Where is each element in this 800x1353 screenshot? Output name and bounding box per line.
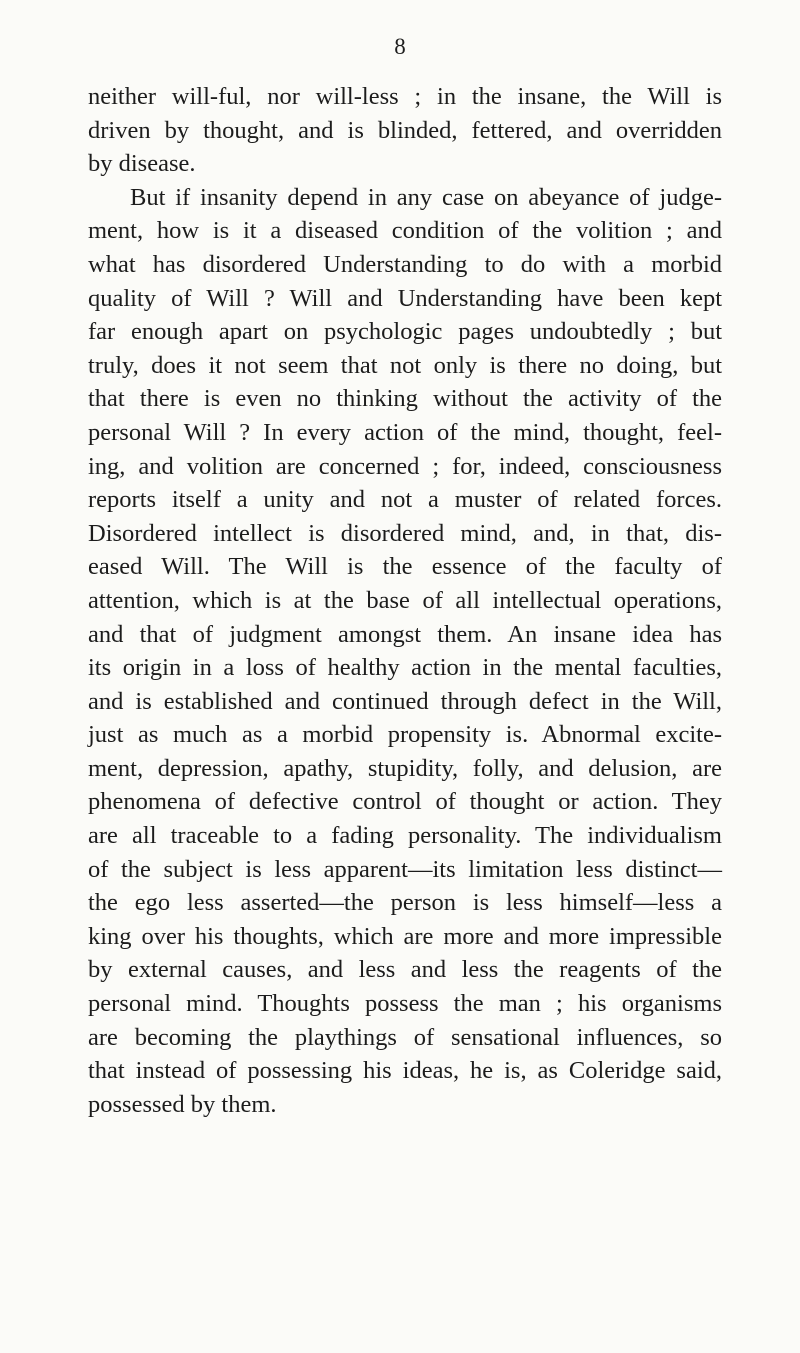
text-line: attention, which is at the base of all intellectual operations, (88, 586, 722, 614)
text-line: reports itself a unity and not a muster of related forces. (88, 486, 722, 514)
text-line: personal mind. Thoughts possess the man ; his organisms (88, 990, 722, 1018)
text-line: neither will-ful, nor will-less ; in the insane, the Will is (88, 83, 722, 110)
text-line: Disordered intellect is disordered mind, and, in that, dis- (88, 519, 722, 547)
text-line: But if insanity depend in any case on abeyance of judge- (130, 183, 722, 211)
text-line: truly, does it not seem that not only is there no doing, but (88, 351, 722, 379)
text-line: by disease. (88, 150, 196, 178)
text-line: ment, depression, apathy, stupidity, folly, and delusion, are (88, 754, 722, 782)
text-line: possessed by them. (88, 1090, 277, 1118)
text-line: eased Will. The Will is the essence of the faculty of (88, 553, 722, 581)
text-line: are all traceable to a fading personality. The individualism (88, 822, 722, 850)
page-number: 8 (394, 34, 406, 59)
paragraph (88, 181, 722, 1122)
body-text (88, 80, 722, 1121)
text-line: personal Will ? In every action of the mind, thought, feel- (88, 418, 722, 446)
text-line: driven by thought, and is blinded, fettered, and overridden (88, 116, 722, 144)
text-line: phenomena of defective control of thought or action. They (88, 788, 722, 816)
text-line: and that of judgment amongst them. An insane idea has (88, 620, 722, 648)
text-line: the ego less asserted—the person is less himself—less a (88, 889, 722, 917)
text-line: quality of Will ? Will and Understanding have been kept (88, 284, 722, 312)
text-line: by external causes, and less and less the reagents of the (88, 956, 722, 984)
text-line: ment, how is it a diseased condition of the volition ; and (88, 217, 722, 245)
text-line: ing, and volition are concerned ; for, indeed, consciousness (88, 452, 722, 480)
text-line: that instead of possessing his ideas, he is, as Coleridge said, (88, 1057, 722, 1085)
paragraph (88, 80, 722, 181)
text-line: king over his thoughts, which are more and more impressible (88, 922, 722, 950)
text-line: just as much as a morbid propensity is. Abnormal excite- (88, 721, 722, 749)
text-line: that there is even no thinking without the activity of the (88, 385, 722, 413)
text-line: are becoming the playthings of sensational influences, so (88, 1023, 722, 1051)
text-line: what has disordered Understanding to do with a morbid (88, 250, 722, 278)
text-line: and is established and continued through defect in the Will, (88, 687, 722, 715)
text-line: its origin in a loss of healthy action in the mental faculties, (88, 654, 722, 682)
text-line: of the subject is less apparent—its limitation less distinct— (88, 855, 722, 883)
text-line: far enough apart on psychologic pages undoubtedly ; but (88, 318, 722, 346)
